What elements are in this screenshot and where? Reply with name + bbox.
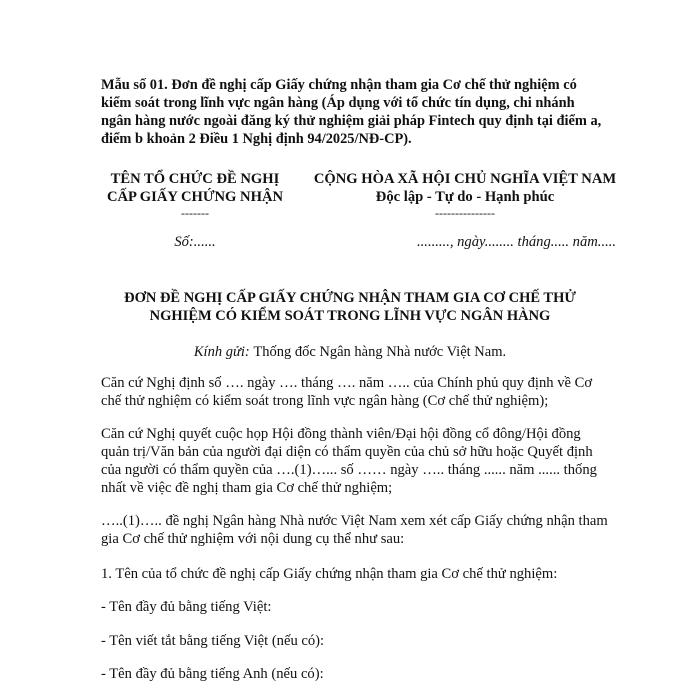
paragraph-1-line-2: chế thử nghiệm có kiểm soát trong lĩnh vực ngân hàng (Cơ chế thử nghiệm); — [101, 393, 549, 409]
org-divider: ------- — [181, 206, 209, 220]
org-name-line-1: TÊN TỔ CHỨC ĐỀ NGHỊ — [110, 171, 280, 187]
form-title-line-1: ĐƠN ĐỀ NGHỊ CẤP GIẤY CHỨNG NHẬN THAM GIA CƠ CHẾ THỬ — [124, 290, 576, 306]
addressee-name: Thống đốc Ngân hàng Nhà nước Việt Nam. — [253, 344, 507, 360]
section-1-item-english-full-name: - Tên đầy đủ bằng tiếng Anh (nếu có): — [101, 666, 324, 682]
nation-name: CỘNG HÒA XÃ HỘI CHỦ NGHĨA VIỆT NAM — [313, 171, 617, 187]
paragraph-3-line-2: gia Cơ chế thử nghiệm với nội dung cụ thể như sau: — [101, 531, 405, 547]
paragraph-2-line-2: quản trị/Văn bản của người đại diện có thẩm quyền của chủ sở hữu hoặc Quyết định — [101, 444, 593, 460]
paragraph-1-line-1: Căn cứ Nghị định số …. ngày …. tháng …. năm ….. của Chính phủ quy định về Cơ — [101, 375, 593, 391]
paragraph-3-line-1: …..(1)….. đề nghị Ngân hàng Nhà nước Việt Nam xem xét cấp Giấy chứng nhận tham — [101, 513, 608, 529]
paragraph-2-line-3: của người có thẩm quyền của ….(1)…... số …… ngày ….. tháng ...... năm ...... thống — [101, 462, 597, 478]
addressee-prefix: Kính gửi: — [193, 344, 254, 360]
date-line: ........., ngày........ tháng..... năm..... — [417, 234, 617, 250]
form-title-line-2: NGHIỆM CÓ KIỂM SOÁT TRONG LĨNH VỰC NGÂN HÀNG — [149, 308, 551, 324]
caption-line-3: ngân hàng nước ngoài đăng ký thử nghiệm giải pháp Fintech quy định tại điểm a, — [101, 113, 602, 129]
caption-line-4: điểm b khoản 2 Điều 1 Nghị định 94/2025/NĐ-CP). — [101, 131, 412, 147]
paragraph-2-line-1: Căn cứ Nghị quyết cuộc họp Hội đồng thành viên/Đại hội đồng cổ đông/Hội đồng — [101, 426, 581, 442]
org-name-line-2: CẤP GIẤY CHỨNG NHẬN — [106, 189, 284, 205]
document-number: Số:...... — [174, 234, 216, 250]
addressee — [0, 343, 700, 361]
section-1-heading: 1. Tên của tổ chức đề nghị cấp Giấy chứng nhận tham gia Cơ chế thử nghiệm: — [101, 566, 558, 582]
section-1-item-vietnamese-short-name: - Tên viết tắt bằng tiếng Việt (nếu có): — [101, 633, 325, 649]
caption-line-2: kiểm soát trong lĩnh vực ngân hàng (Áp dụng với tổ chức tín dụng, chi nhánh — [101, 95, 575, 111]
section-1-item-vietnamese-full-name: - Tên đầy đủ bằng tiếng Việt: — [101, 599, 272, 615]
national-motto: Độc lập - Tự do - Hạnh phúc — [375, 189, 555, 205]
paragraph-2-line-4: nhất về việc đề nghị tham gia Cơ chế thử nghiệm; — [101, 480, 393, 496]
caption-line-1: Mẫu số 01. Đơn đề nghị cấp Giấy chứng nhận tham gia Cơ chế thử nghiệm có — [101, 77, 577, 93]
motto-divider: --------------- — [435, 206, 495, 220]
